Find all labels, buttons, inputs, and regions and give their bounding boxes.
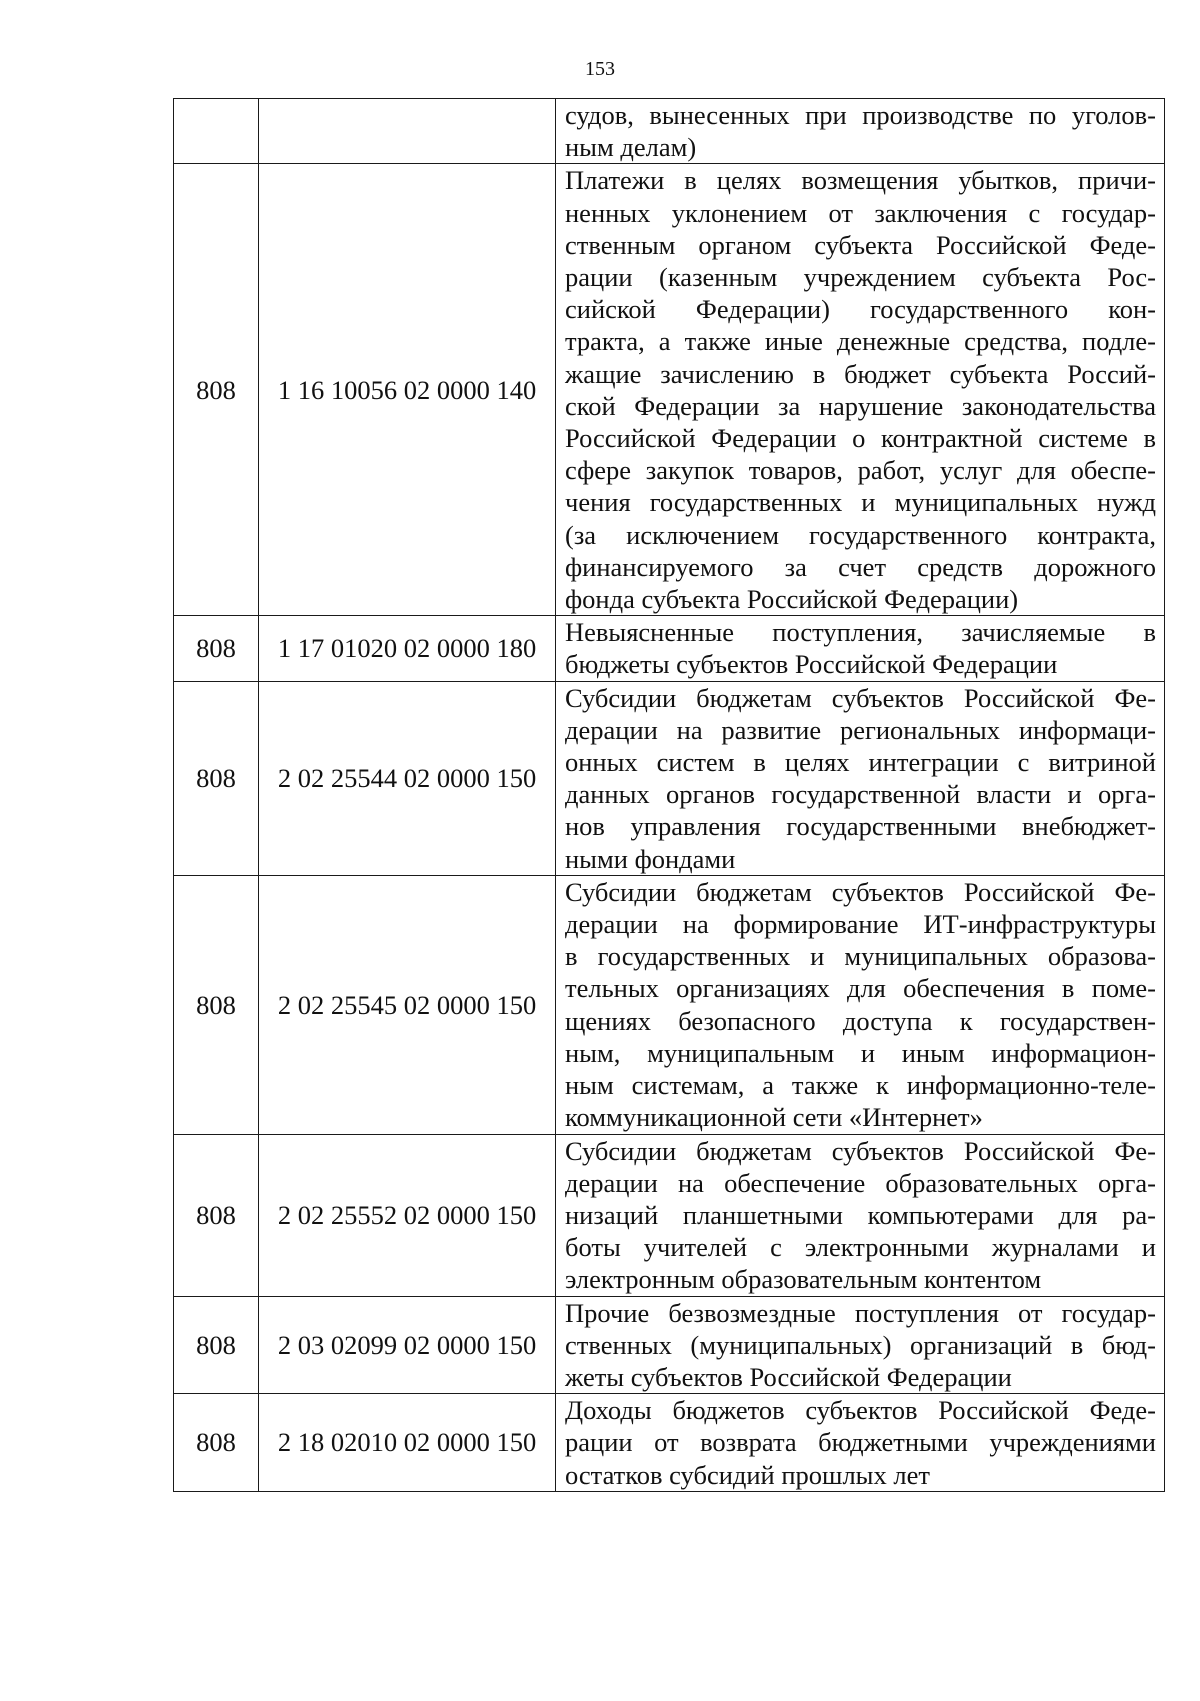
table-row: [174, 616, 1165, 681]
description-line: коммуникационной сети «Интернет»: [565, 1102, 983, 1133]
admin-code-cell: 808: [174, 1134, 259, 1296]
description-cell: [556, 681, 1165, 875]
description-line: Доходы бюджетов субъектов Российской Феде-: [565, 1395, 1156, 1426]
description-line: Невыясненные поступления, зачисляемые в: [565, 617, 1156, 648]
table-row: [174, 164, 1165, 616]
description-cell: [556, 1134, 1165, 1296]
description-line: щениях безопасного доступа к государствен-: [565, 1005, 1156, 1036]
description-line: судов, вынесенных при производстве по уголов-: [565, 100, 1156, 130]
table-row: [174, 1296, 1165, 1394]
table-row: [174, 1394, 1165, 1492]
budget-code-cell: 2 18 02010 02 0000 150: [259, 1394, 556, 1492]
description-line: фонда субъекта Российской Федерации): [565, 584, 1019, 615]
table-row: [174, 1134, 1165, 1296]
table-body: [174, 99, 1165, 1492]
description-line: жеты субъектов Российской Федерации: [565, 1361, 1012, 1392]
description-cell: [556, 99, 1165, 164]
description-line: данных органов государственной власти и орга-: [565, 779, 1156, 810]
description-line: финансируемого за счет средств дорожного: [565, 551, 1156, 582]
description-cell: [556, 616, 1165, 681]
table-row: [174, 875, 1165, 1134]
description-line: онных систем в целях интеграции с витриной: [565, 747, 1156, 778]
description-line: боты учителей с электронными журналами и: [565, 1232, 1156, 1263]
description-line: ным, муниципальным и иным информацион-: [565, 1037, 1156, 1068]
description-line: дерации на развитие региональных информаци-: [565, 714, 1156, 745]
budget-code-cell: 1 17 01020 02 0000 180: [259, 616, 556, 681]
description-line: сийской Федерации) государственного кон-: [565, 294, 1156, 325]
description-cell: [556, 1394, 1165, 1492]
budget-code-cell: 2 02 25545 02 0000 150: [259, 875, 556, 1134]
admin-code-cell: 808: [174, 875, 259, 1134]
description-cell: [556, 1296, 1165, 1394]
description-line: ным делам): [565, 132, 697, 163]
description-line: низаций планшетными компьютерами для ра-: [565, 1199, 1156, 1230]
table-row: [174, 681, 1165, 875]
budget-code-cell: 2 03 02099 02 0000 150: [259, 1296, 556, 1394]
budget-code-cell: 1 16 10056 02 0000 140: [259, 164, 556, 616]
description-line: Прочие безвозмездные поступления от государ-: [565, 1297, 1156, 1328]
admin-code-cell: [174, 99, 259, 164]
description-line: рации от возврата бюджетными учреждениями: [565, 1427, 1156, 1458]
description-cell: [556, 875, 1165, 1134]
admin-code-cell: 808: [174, 681, 259, 875]
admin-code-cell: 808: [174, 164, 259, 616]
description-line: ными фондами: [565, 843, 736, 874]
description-line: ственным органом субъекта Российской Феде-: [565, 229, 1156, 260]
admin-code-cell: 808: [174, 1394, 259, 1492]
description-line: Субсидии бюджетам субъектов Российской Фе-: [565, 876, 1156, 907]
description-line: рации (казенным учреждением субъекта Рос-: [565, 262, 1156, 293]
budget-code-cell: [259, 99, 556, 164]
description-line: электронным образовательным контентом: [565, 1264, 1042, 1295]
page-number: 153: [585, 58, 615, 80]
description-line: дерации на формирование ИТ-инфраструктуры: [565, 909, 1156, 940]
description-line: остатков субсидий прошлых лет: [565, 1459, 930, 1490]
description-line: ненных уклонением от заключения с государ-: [565, 197, 1156, 228]
description-line: Субсидии бюджетам субъектов Российской Фе-: [565, 682, 1156, 713]
description-line: Платежи в целях возмещения убытков, причи-: [565, 165, 1156, 196]
description-line: бюджеты субъектов Российской Федерации: [565, 649, 1058, 680]
description-line: тракта, а также иные денежные средства, подле-: [565, 326, 1156, 357]
description-line: дерации на обеспечение образовательных орга-: [565, 1167, 1156, 1198]
budget-code-cell: 2 02 25544 02 0000 150: [259, 681, 556, 875]
table-row: [174, 99, 1165, 164]
description-line: Субсидии бюджетам субъектов Российской Фе-: [565, 1135, 1156, 1166]
description-line: (за исключением государственного контракта,: [565, 519, 1156, 550]
description-line: ственных (муниципальных) организаций в бюд-: [565, 1329, 1156, 1360]
description-line: Российской Федерации о контрактной системе в: [565, 423, 1156, 454]
description-line: чения государственных и муниципальных нужд: [565, 487, 1156, 518]
description-line: тельных организациях для обеспечения в поме-: [565, 973, 1156, 1004]
description-line: сфере закупок товаров, работ, услуг для обеспе-: [565, 455, 1156, 486]
description-line: жащие зачислению в бюджет субъекта Россий-: [565, 358, 1156, 389]
description-line: ской Федерации за нарушение законодательства: [565, 390, 1156, 421]
budget-classification-table: [173, 98, 1165, 1492]
admin-code-cell: 808: [174, 616, 259, 681]
budget-code-cell: 2 02 25552 02 0000 150: [259, 1134, 556, 1296]
admin-code-cell: 808: [174, 1296, 259, 1394]
description-cell: [556, 164, 1165, 616]
description-line: в государственных и муниципальных образова-: [565, 941, 1156, 972]
description-line: ным системам, а также к информационно-теле-: [565, 1070, 1156, 1101]
description-line: нов управления государственными внебюджет-: [565, 811, 1156, 842]
